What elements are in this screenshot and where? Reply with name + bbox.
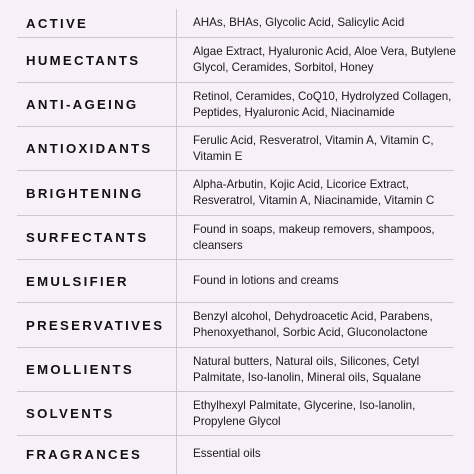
ingredients-text: Found in lotions and creams bbox=[193, 274, 339, 287]
ingredients-text: Alpha-Arbutin, Kojic Acid, Licorice Extract, Resveratrol, Vitamin A, Niacinamide, Vitamin C bbox=[193, 178, 435, 207]
category-label: SURFECTANTS bbox=[26, 230, 149, 245]
ingredients-text: Benzyl alcohol, Dehydroacetic Acid, Parabens, Phenoxyethanol, Sorbic Acid, Gluconolactone bbox=[193, 310, 433, 339]
ingredients-text: Essential oils bbox=[193, 447, 261, 460]
category-label: ACTIVE bbox=[26, 15, 89, 31]
ingredients-text: AHAs, BHAs, Glycolic Acid, Salicylic Acid bbox=[193, 16, 405, 29]
category-label: EMOLLIENTS bbox=[26, 362, 134, 377]
category-label: BRIGHTENING bbox=[26, 185, 144, 201]
table-row bbox=[0, 127, 474, 170]
category-label: ANTIOXIDANTS bbox=[26, 141, 153, 156]
table-row bbox=[0, 260, 474, 302]
table-row bbox=[0, 171, 474, 215]
category-label: ANTI-AGEING bbox=[26, 97, 139, 112]
category-label: HUMECTANTS bbox=[26, 52, 141, 68]
table-row bbox=[0, 392, 474, 435]
table-row bbox=[0, 436, 474, 472]
table-row bbox=[0, 348, 474, 391]
category-label: FRAGRANCES bbox=[26, 446, 143, 462]
ingredients-text: Ferulic Acid, Resveratrol, Vitamin A, Vitamin C, Vitamin E bbox=[193, 133, 434, 163]
ingredients-text: Retinol, Ceramides, CoQ10, Hydrolyzed Collagen, Peptides, Hyaluronic Acid, Niacinamide bbox=[193, 89, 452, 119]
table-row bbox=[0, 9, 474, 37]
table-row bbox=[0, 83, 474, 126]
category-label: EMULSIFIER bbox=[26, 273, 129, 289]
ingredients-text: Found in soaps, makeup removers, shampoos, cleansers bbox=[193, 222, 435, 252]
table-row bbox=[0, 303, 474, 347]
category-label: PRESERVATIVES bbox=[26, 317, 165, 333]
ingredients-text: Natural butters, Natural oils, Silicones, Cetyl Palmitate, Iso-lanolin, Mineral oils, Squalane bbox=[193, 354, 422, 384]
ingredients-text: Ethylhexyl Palmitate, Glycerine, Iso-lanolin, Propylene Glycol bbox=[193, 398, 416, 428]
table-row bbox=[0, 216, 474, 259]
category-label: SOLVENTS bbox=[26, 406, 115, 421]
table-row bbox=[0, 38, 474, 82]
ingredients-text: Algae Extract, Hyaluronic Acid, Aloe Vera, Butylene Glycol, Ceramides, Sorbitol, Honey bbox=[193, 45, 456, 74]
